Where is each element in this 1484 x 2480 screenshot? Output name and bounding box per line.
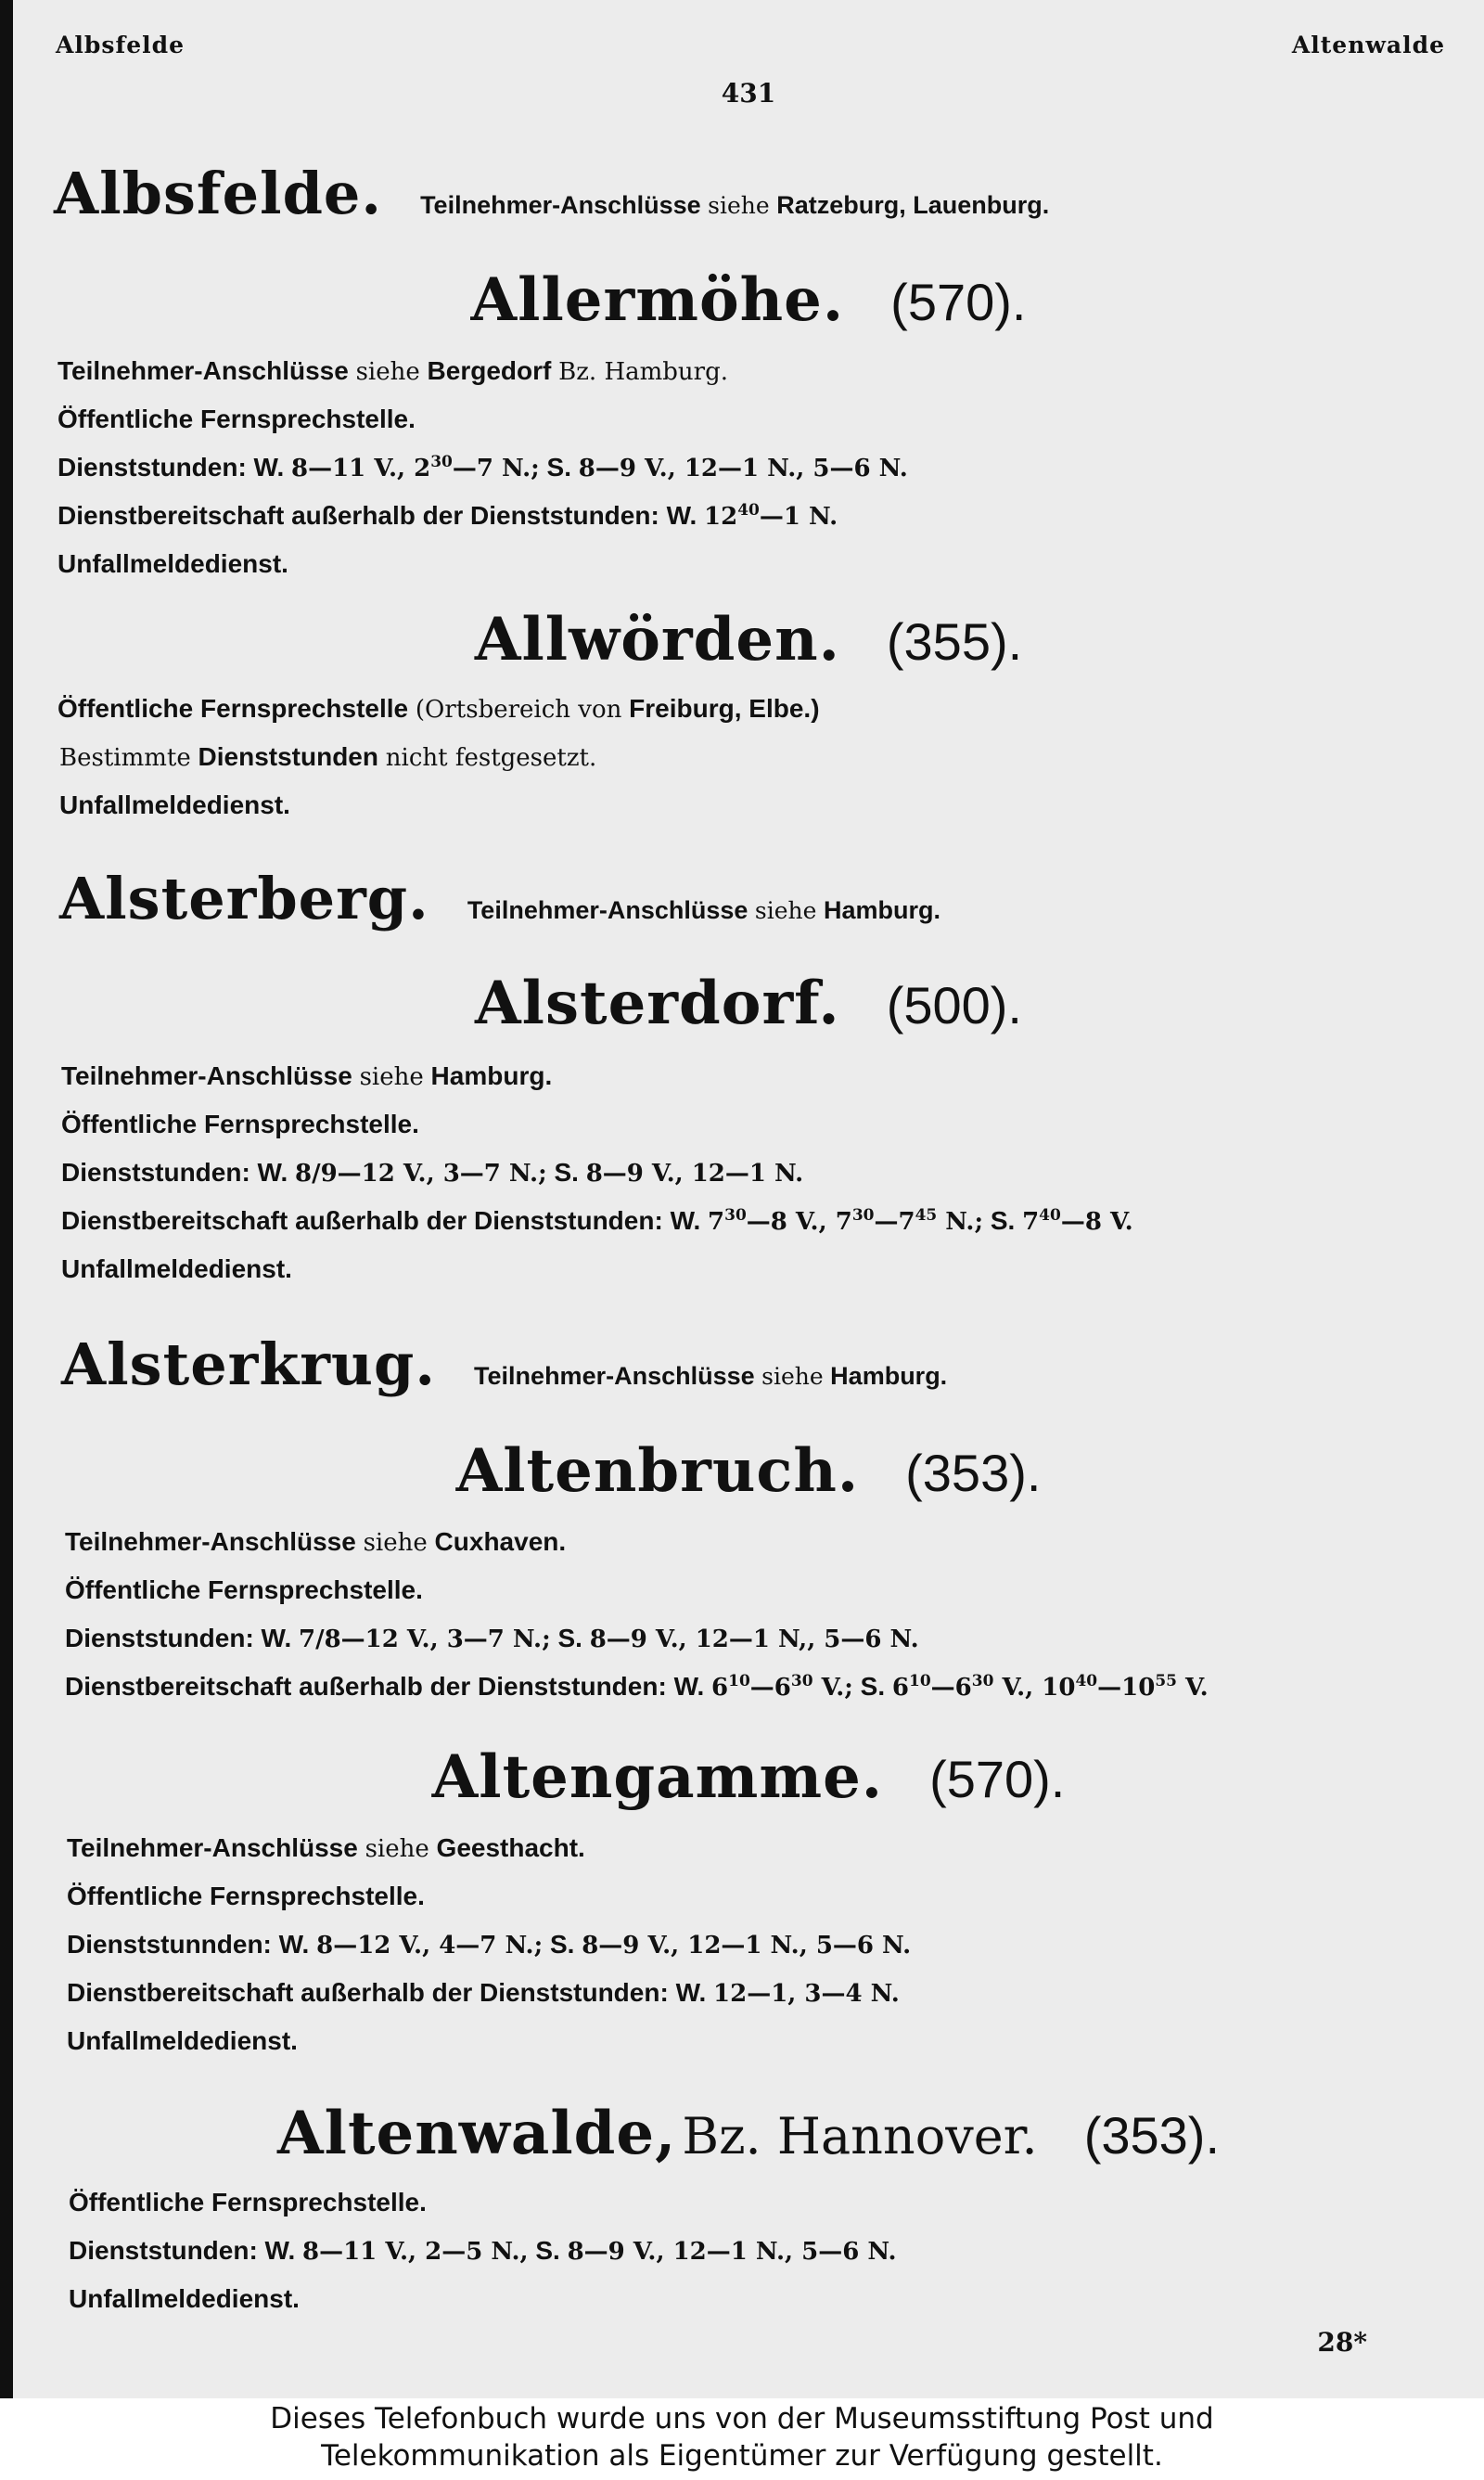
entry-line: Dienstbereitschaft außerhalb der Dienststunden: W. 12—1, 3—4 N. — [67, 1978, 900, 2008]
entry-line: Öffentliche Fernsprechstelle. — [67, 1882, 425, 1910]
entry-line: Dienststunden: W. 7/8—12 V., 3—7 N.; S. 8—9 V., 12—1 N,, 5—6 N. — [65, 1624, 919, 1653]
entry-line: Dienststunden: W. 8—11 V., $2^{30}—7$ N.; S. 8—9 V., 12—1 N., 5—6 N. — [58, 453, 908, 482]
entry-line: Unfallmeldedienst. — [69, 2284, 300, 2313]
cross-reference: Teilnehmer-Anschlüsse siehe Ratzeburg, Lauenburg. — [420, 191, 1050, 219]
entry-allwoerden-heading — [13, 605, 1484, 675]
place-name: Alsterberg. — [59, 865, 429, 932]
entry-alsterberg — [59, 865, 940, 932]
entry-line: Teilnehmer-Anschlüsse siehe Cuxhaven. — [65, 1527, 567, 1557]
entry-line: Dienstbereitschaft außerhalb der Dienststunden: W. $6^{10}—6^{30}$ V.; S. $6^{10}—6^{30}$ V., $10^{40}—10^{55}$ V. — [65, 1672, 1209, 1702]
entry-alsterkrug — [61, 1330, 947, 1398]
area-code: (353). — [905, 1444, 1042, 1502]
entry-line: Öffentliche Fernsprechstelle. — [58, 405, 416, 433]
entry-allermoehe-heading — [13, 265, 1484, 335]
directory-page — [13, 0, 1484, 2398]
place-name: Albsfelde. — [54, 160, 382, 227]
entry-line: Dienststunnden: W. 8—12 V., 4—7 N.; S. 8—9 V., 12—1 N., 5—6 N. — [67, 1930, 912, 1960]
area-code: (570). — [929, 1750, 1066, 1808]
area-code: (500). — [886, 976, 1022, 1034]
entry-altengamme-heading — [13, 1742, 1484, 1812]
archive-footer — [0, 2398, 1484, 2480]
area-code: (570). — [890, 273, 1027, 331]
entry-line: Unfallmeldedienst. — [59, 790, 290, 819]
running-head-left: Albsfelde — [56, 32, 185, 58]
place-name: Allwörden. — [474, 605, 840, 675]
place-name: Altenwalde, — [276, 2099, 677, 2168]
place-name: Alsterkrug. — [61, 1330, 436, 1398]
entry-altenbruch-heading — [13, 1436, 1484, 1506]
entry-line: Unfallmeldedienst. — [61, 1254, 292, 1283]
entry-line: Öffentliche Fernsprechstelle. — [65, 1575, 423, 1604]
cross-reference: Teilnehmer-Anschlüsse siehe Hamburg. — [467, 896, 940, 924]
entry-line: Öffentliche Fernsprechstelle. — [69, 2188, 427, 2217]
entry-line: Unfallmeldedienst. — [67, 2026, 298, 2055]
entry-line: Öffentliche Fernsprechstelle. — [61, 1110, 419, 1138]
area-code: (355). — [886, 612, 1023, 671]
place-name: Altenbruch. — [455, 1436, 860, 1506]
area-code: (353). — [1083, 2106, 1221, 2165]
entry-alsterdorf-heading — [13, 969, 1484, 1038]
cross-reference: Teilnehmer-Anschlüsse siehe Hamburg. — [474, 1362, 948, 1390]
place-name: Allermöhe. — [470, 265, 845, 335]
place-name: Alsterdorf. — [475, 969, 840, 1038]
entry-line: Teilnehmer-Anschlüsse siehe Bergedorf Bz. Hamburg. — [58, 356, 729, 386]
place-name: Altengamme. — [431, 1742, 884, 1812]
signature-mark: 28* — [1317, 2327, 1367, 2358]
page-number: 431 — [721, 78, 776, 109]
entry-line: Teilnehmer-Anschlüsse siehe Geesthacht. — [67, 1833, 585, 1863]
entry-altenwalde-heading — [13, 2099, 1484, 2168]
entry-line: Dienststunden: W. 8—11 V., 2—5 N., S. 8—9 V., 12—1 N., 5—6 N. — [69, 2236, 897, 2266]
entry-line: Unfallmeldedienst. — [58, 549, 288, 578]
entry-albsfelde — [54, 160, 1049, 227]
footer-line-2: Telekommunikation als Eigentümer zur Verfügung gestellt. — [321, 2439, 1163, 2473]
entry-line: Bestimmte Dienststunden nicht festgesetzt. — [59, 742, 597, 772]
place-district: Bz. Hannover. — [682, 2107, 1038, 2165]
entry-line: Dienststunden: W. 8/9—12 V., 3—7 N.; S. 8—9 V., 12—1 N. — [61, 1158, 804, 1188]
footer-line-1: Dieses Telefonbuch wurde uns von der Museumsstiftung Post und — [270, 2402, 1214, 2435]
running-head-right: Altenwalde — [1291, 32, 1445, 58]
entry-line: Dienstbereitschaft außerhalb der Dienststunden: W. $12^{40}—1$ N. — [58, 501, 838, 531]
entry-line: Dienstbereitschaft außerhalb der Dienststunden: W. $7^{30}—8$ V., $7^{30}—7^{45}$ N.; S. $7^{40}—8$ V. — [61, 1206, 1133, 1236]
entry-line: Öffentliche Fernsprechstelle (Ortsbereich von Freiburg, Elbe.) — [58, 694, 820, 724]
entry-line: Teilnehmer-Anschlüsse siehe Hamburg. — [61, 1061, 553, 1091]
